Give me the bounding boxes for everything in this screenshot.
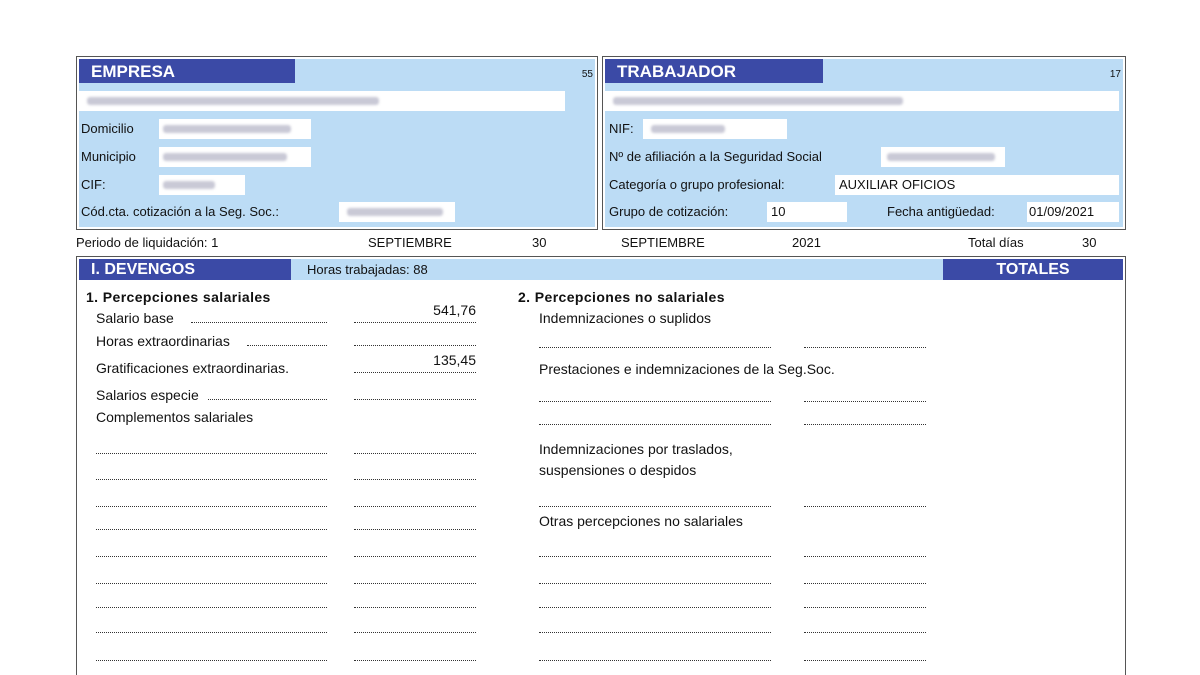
left-blank-line-6-concept[interactable]	[96, 573, 327, 585]
empresa-code: 55	[581, 69, 593, 80]
suplidos-concept-line[interactable]	[539, 337, 771, 349]
afiliacion-redacted	[887, 153, 995, 161]
nif-field[interactable]	[643, 119, 787, 139]
horas-trabajadas: Horas trabajadas: 88	[307, 262, 428, 277]
left-blank-line-8-amount[interactable]	[354, 622, 476, 634]
left-blank-line-1-amount[interactable]	[354, 443, 476, 455]
left-blank-line-3-amount[interactable]	[354, 496, 476, 508]
categoria-field[interactable]	[835, 175, 1119, 195]
right-blank-line-4-amount[interactable]	[804, 622, 926, 634]
left-blank-line-7-concept[interactable]	[96, 597, 327, 609]
antiguedad-label: Fecha antigüedad:	[887, 204, 995, 219]
left-blank-line-1-concept[interactable]	[96, 443, 327, 455]
domicilio-redacted	[163, 125, 291, 133]
left-blank-line-9-amount[interactable]	[354, 650, 476, 662]
left-blank-line-7-amount[interactable]	[354, 597, 476, 609]
periodo-mes-desde: SEPTIEMBRE	[368, 235, 452, 250]
empresa-name-redacted	[87, 97, 379, 105]
gratificaciones-amount[interactable]: 135,45	[433, 352, 476, 368]
horas-extra-label: Horas extraordinarias	[96, 333, 230, 349]
left-blank-line-8-concept[interactable]	[96, 622, 327, 634]
horas-extra-leader	[247, 335, 327, 347]
antiguedad-field[interactable]	[1027, 202, 1119, 222]
trabajador-title: TRABAJADOR	[605, 59, 823, 83]
prestaciones-amount-line-1[interactable]	[804, 391, 926, 403]
municipio-redacted	[163, 153, 287, 161]
left-blank-line-3-concept[interactable]	[96, 496, 327, 508]
salario-base-amount[interactable]: 541,76	[433, 302, 476, 318]
categoria-value: AUXILIAR OFICIOS	[839, 177, 956, 192]
grupo-field[interactable]	[767, 202, 847, 222]
gratificaciones-label: Gratificaciones extraordinarias.	[96, 360, 289, 376]
cif-redacted	[163, 181, 215, 189]
total-dias-value: 30	[1082, 235, 1097, 250]
right-blank-line-5-amount[interactable]	[804, 650, 926, 662]
periodo-mes-hasta: SEPTIEMBRE	[621, 235, 705, 250]
trabajador-name-field[interactable]	[605, 91, 1119, 111]
domicilio-label: Domicilio	[81, 121, 134, 136]
nif-label: NIF:	[609, 121, 634, 136]
ccc-label: Cód.cta. cotización a la Seg. Soc.:	[81, 204, 279, 219]
left-blank-line-4-amount[interactable]	[354, 519, 476, 531]
totales-title: TOTALES	[943, 259, 1123, 280]
empresa-section	[76, 56, 598, 230]
left-blank-line-5-concept[interactable]	[96, 546, 327, 558]
cif-field[interactable]	[159, 175, 245, 195]
left-blank-line-4-concept[interactable]	[96, 519, 327, 531]
prestaciones-concept-line-1[interactable]	[539, 391, 771, 403]
right-blank-line-5-concept[interactable]	[539, 650, 771, 662]
ccc-field[interactable]	[339, 202, 455, 222]
right-blank-line-2-amount[interactable]	[804, 573, 926, 585]
trabajador-code: 17	[1109, 69, 1121, 80]
suplidos-amount-line[interactable]	[804, 337, 926, 349]
otras-label: Otras percepciones no salariales	[539, 513, 743, 529]
indemnizaciones-suplidos-label: Indemnizaciones o suplidos	[539, 310, 711, 326]
percepciones-no-salariales-title: 2. Percepciones no salariales	[518, 289, 725, 305]
prestaciones-concept-line-2[interactable]	[539, 414, 771, 426]
trabajador-name-redacted	[613, 97, 903, 105]
empresa-name-field[interactable]	[79, 91, 565, 111]
periodo-label: Periodo de liquidación: 1	[76, 235, 219, 250]
left-blank-line-2-amount[interactable]	[354, 469, 476, 481]
prestaciones-amount-line-2[interactable]	[804, 414, 926, 426]
prestaciones-label: Prestaciones e indemnizaciones de la Seg.Soc.	[539, 361, 835, 377]
traslados-concept-line[interactable]	[539, 496, 771, 508]
traslados-label-line-2: suspensiones o despidos	[539, 462, 697, 478]
right-blank-line-3-amount[interactable]	[804, 597, 926, 609]
domicilio-field[interactable]	[159, 119, 311, 139]
municipio-field[interactable]	[159, 147, 311, 167]
municipio-label: Municipio	[81, 149, 136, 164]
left-blank-line-2-concept[interactable]	[96, 469, 327, 481]
complementos-label: Complementos salariales	[96, 409, 254, 425]
periodo-anio: 2021	[792, 235, 821, 250]
salarios-especie-leader	[208, 389, 327, 401]
right-blank-line-4-concept[interactable]	[539, 622, 771, 634]
right-blank-line-2-concept[interactable]	[539, 573, 771, 585]
horas-extra-amount-line[interactable]	[354, 335, 476, 347]
salarios-especie-amount-line[interactable]	[354, 389, 476, 401]
ccc-redacted	[347, 208, 443, 216]
afiliacion-label: Nº de afiliación a la Seguridad Social	[609, 149, 822, 164]
traslados-label-line-1: Indemnizaciones por traslados,	[539, 441, 733, 457]
grupo-label: Grupo de cotización:	[609, 204, 729, 219]
devengos-title: I. DEVENGOS	[79, 259, 291, 280]
right-blank-line-1-amount[interactable]	[804, 546, 926, 558]
empresa-title: EMPRESA	[79, 59, 295, 83]
afiliacion-field[interactable]	[881, 147, 1005, 167]
nif-redacted	[651, 125, 725, 133]
periodo-dia-hasta: 30	[532, 235, 547, 250]
cif-label: CIF:	[81, 177, 106, 192]
traslados-amount-line[interactable]	[804, 496, 926, 508]
categoria-label: Categoría o grupo profesional:	[609, 177, 785, 192]
left-blank-line-6-amount[interactable]	[354, 573, 476, 585]
right-blank-line-1-concept[interactable]	[539, 546, 771, 558]
left-blank-line-5-amount[interactable]	[354, 546, 476, 558]
salario-base-leader	[191, 312, 327, 324]
total-dias-label: Total días	[968, 235, 1024, 250]
salario-base-label: Salario base	[96, 310, 174, 326]
trabajador-section	[602, 56, 1126, 230]
percepciones-salariales-title: 1. Percepciones salariales	[86, 289, 271, 305]
left-blank-line-9-concept[interactable]	[96, 650, 327, 662]
grupo-value: 10	[771, 204, 786, 219]
antiguedad-value: 01/09/2021	[1029, 204, 1095, 219]
salarios-especie-label: Salarios especie	[96, 387, 199, 403]
right-blank-line-3-concept[interactable]	[539, 597, 771, 609]
